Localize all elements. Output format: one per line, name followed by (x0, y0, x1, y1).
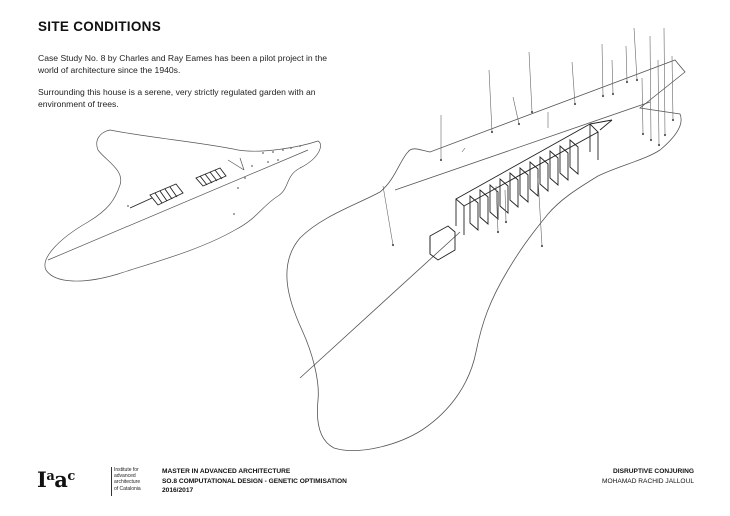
logo-letter-c: c (67, 469, 75, 484)
institute-name (114, 467, 154, 492)
project-title: DISRUPTIVE CONJURING (613, 468, 694, 475)
institute-line: advanced (114, 473, 136, 480)
logo-letter-a2: a (54, 467, 68, 492)
garden-paragraph: Surrounding this house is a serene, very strictly regulated garden with an environment of trees. (38, 87, 316, 109)
author-name: MOHAMAD RACHID JALLOUL (602, 477, 694, 485)
academic-year: 2016/2017 (162, 487, 194, 495)
course-info (162, 467, 347, 496)
institute-line: architecture (114, 479, 141, 486)
logo-divider (111, 467, 112, 496)
site-plan-drawing (45, 130, 321, 281)
institute-line: of Catalonia (114, 485, 141, 492)
intro-paragraph: Case Study No. 8 by Charles and Ray Eames has been a pilot project in the world of architecture since the 1940s. (38, 53, 328, 75)
logo-letter-i: I (37, 467, 47, 492)
iaac-logo (37, 466, 75, 491)
project-info (602, 467, 694, 486)
course-name: SO.8 COMPUTATIONAL DESIGN - GENETIC OPTIMISATION (162, 477, 347, 485)
page-title: SITE CONDITIONS (38, 19, 162, 34)
axonometric-drawing (287, 28, 685, 451)
program-name: MASTER IN ADVANCED ARCHITECTURE (162, 468, 291, 475)
logo-letter-a1: a (46, 469, 55, 484)
institute-line: Institute for (114, 467, 139, 473)
